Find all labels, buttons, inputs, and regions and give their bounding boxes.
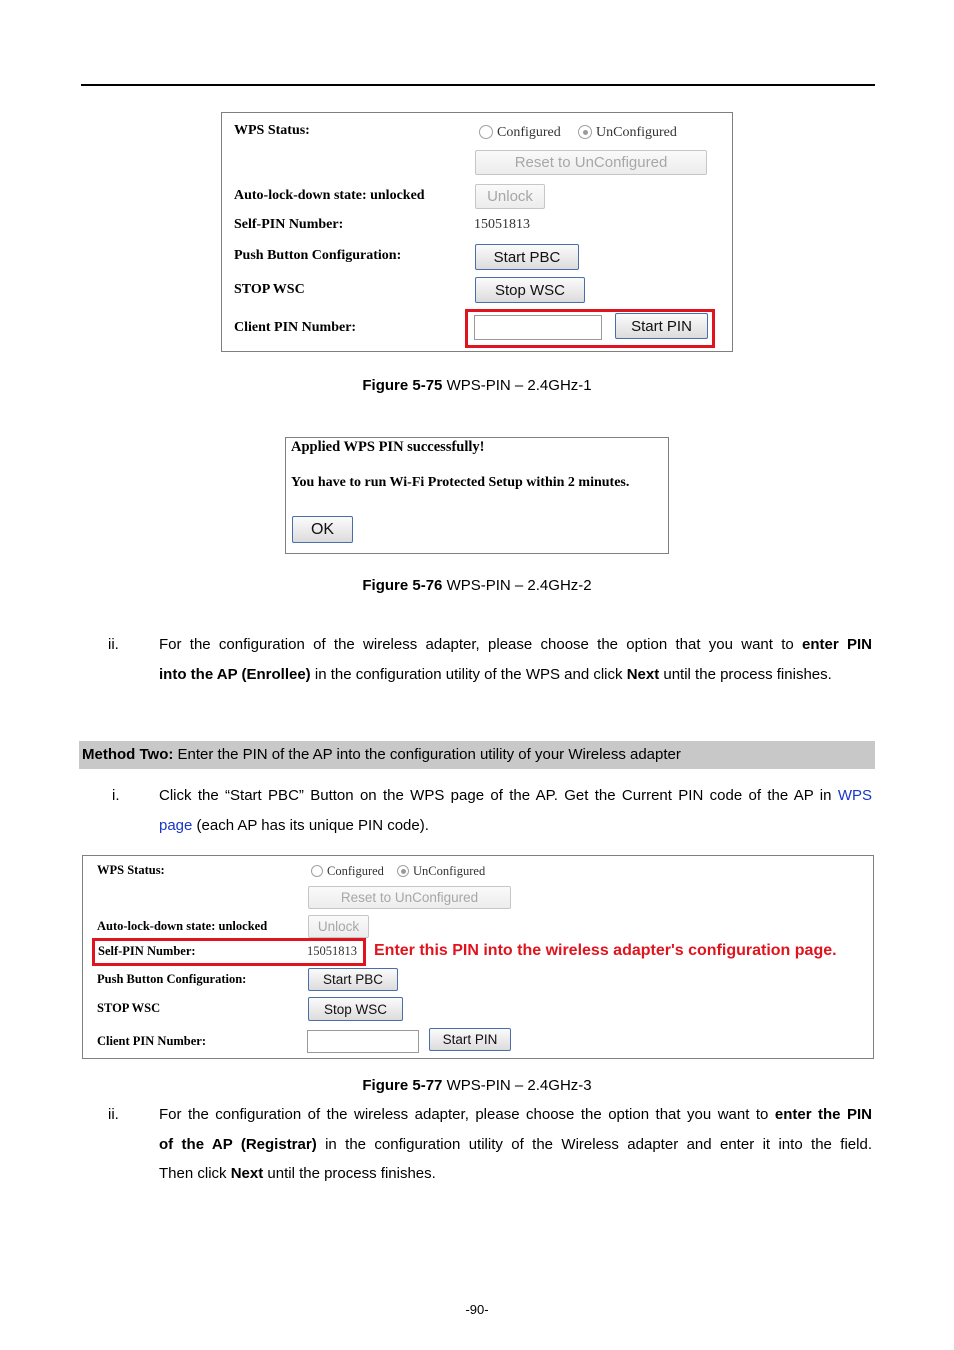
text-run: Click the “Start PBC” Button on the WPS page of the AP. Get the Current PIN code of the AP in — [159, 787, 838, 804]
push-button-config-label: Push Button Configuration: — [234, 248, 402, 263]
bold-run: enter the PIN — [774, 1106, 872, 1123]
push-button-config-label: Push Button Configuration: — [97, 972, 247, 986]
radio-unconfigured[interactable] — [397, 865, 409, 877]
paragraph-line — [159, 781, 872, 811]
text-run: until the process finishes. — [659, 665, 832, 683]
paragraph-line — [159, 1130, 872, 1160]
wps-panel-fig75 — [221, 112, 733, 352]
client-pin-label: Client PIN Number: — [234, 320, 357, 335]
wps-status-label: WPS Status: — [234, 123, 310, 138]
bold-run: of the AP (Registrar) — [159, 1135, 317, 1153]
pin-instruction-note: Enter this PIN into the wireless adapter's configuration page. — [374, 942, 837, 959]
figure-number: Figure 5-77 — [362, 1077, 443, 1094]
bold-run: enter PIN — [802, 636, 872, 653]
list-number: ii. — [108, 1106, 119, 1123]
radio-configured-label: Configured — [327, 864, 384, 878]
self-pin-label: Self-PIN Number: — [234, 217, 344, 232]
reset-unconfigured-button[interactable]: Reset to UnConfigured — [475, 150, 707, 175]
paragraph-line — [159, 1159, 872, 1189]
wps-page-link[interactable]: page — [159, 816, 193, 834]
stop-wsc-label: STOP WSC — [234, 282, 305, 297]
paragraph-start-pbc — [159, 781, 872, 840]
method-two-bold: Method Two: — [82, 746, 174, 763]
reset-unconfigured-button[interactable]: Reset to UnConfigured — [308, 886, 511, 909]
radio-configured-label: Configured — [497, 125, 561, 140]
radio-unconfigured[interactable] — [578, 125, 592, 139]
figure-number: Figure 5-76 — [362, 577, 443, 594]
figure-caption-76 — [0, 577, 954, 594]
radio-unconfigured-label: UnConfigured — [413, 864, 486, 878]
stop-wsc-button[interactable]: Stop WSC — [475, 277, 585, 303]
autolock-label: Auto-lock-down state: unlocked — [234, 188, 425, 203]
bold-run: Next — [230, 1165, 264, 1182]
paragraph-line — [159, 660, 872, 690]
unlock-button[interactable]: Unlock — [475, 184, 545, 209]
text-run: until the process finishes. — [263, 1165, 436, 1182]
wps-status-label: WPS Status: — [97, 863, 165, 877]
success-message: Applied WPS PIN successfully! — [291, 439, 485, 455]
autolock-label: Auto-lock-down state: unlocked — [97, 919, 268, 933]
start-pin-button[interactable]: Start PIN — [429, 1028, 511, 1051]
paragraph-line — [159, 630, 872, 660]
radio-configured[interactable] — [479, 125, 493, 139]
client-pin-input[interactable] — [474, 315, 602, 340]
figure-title: WPS-PIN – 2.4GHz-1 — [442, 377, 592, 394]
text-run: in the configuration utility of the Wireless adapter and enter it into the field. — [316, 1135, 872, 1153]
text-run: in the configuration utility of the WPS and click — [310, 665, 627, 683]
list-number: ii. — [108, 636, 119, 653]
bold-run: into the AP (Enrollee) — [159, 665, 311, 683]
success-dialog-fig76 — [285, 437, 669, 554]
radio-unconfigured-label: UnConfigured — [596, 125, 677, 140]
self-pin-value: 15051813 — [474, 217, 530, 232]
page-number: -90- — [465, 1302, 489, 1317]
method-two-text: Enter the PIN of the AP into the configuration utility of your Wireless adapter — [173, 746, 681, 763]
stop-wsc-button[interactable]: Stop WSC — [308, 997, 403, 1021]
text-run: Then click — [159, 1165, 231, 1182]
time-limit-message: You have to run Wi-Fi Protected Setup within 2 minutes. — [291, 475, 630, 490]
bold-run: Next — [626, 665, 660, 683]
unlock-button[interactable]: Unlock — [308, 915, 369, 938]
start-pbc-button[interactable]: Start PBC — [308, 968, 398, 991]
client-pin-input[interactable] — [307, 1030, 419, 1053]
self-pin-label: Self-PIN Number: — [98, 944, 196, 958]
text-run: For the configuration of the wireless adapter, please choose the option that you want to — [159, 636, 803, 653]
text-run: For the configuration of the wireless adapter, please choose the option that you want to — [159, 1106, 775, 1123]
figure-caption-75 — [0, 377, 954, 394]
radio-configured[interactable] — [311, 865, 323, 877]
paragraph-registrar — [159, 1100, 872, 1189]
client-pin-label: Client PIN Number: — [97, 1034, 207, 1048]
paragraph-enrollee — [159, 630, 872, 689]
header-rule — [81, 84, 875, 86]
text-run: (each AP has its unique PIN code). — [192, 816, 429, 834]
stop-wsc-label: STOP WSC — [97, 1001, 161, 1015]
wps-panel-fig77 — [82, 855, 874, 1059]
wps-page-link[interactable]: WPS — [837, 787, 872, 804]
figure-title: WPS-PIN – 2.4GHz-3 — [442, 1077, 592, 1094]
figure-number: Figure 5-75 — [362, 377, 443, 394]
start-pin-button[interactable]: Start PIN — [615, 313, 708, 339]
start-pbc-button[interactable]: Start PBC — [475, 244, 579, 270]
figure-caption-77 — [0, 1077, 954, 1094]
paragraph-line — [159, 811, 872, 841]
self-pin-value: 15051813 — [307, 944, 357, 958]
figure-title: WPS-PIN – 2.4GHz-2 — [442, 577, 592, 594]
list-number: i. — [112, 787, 120, 804]
method-two-heading — [79, 741, 875, 769]
paragraph-line — [159, 1100, 872, 1130]
ok-button[interactable]: OK — [292, 516, 353, 543]
